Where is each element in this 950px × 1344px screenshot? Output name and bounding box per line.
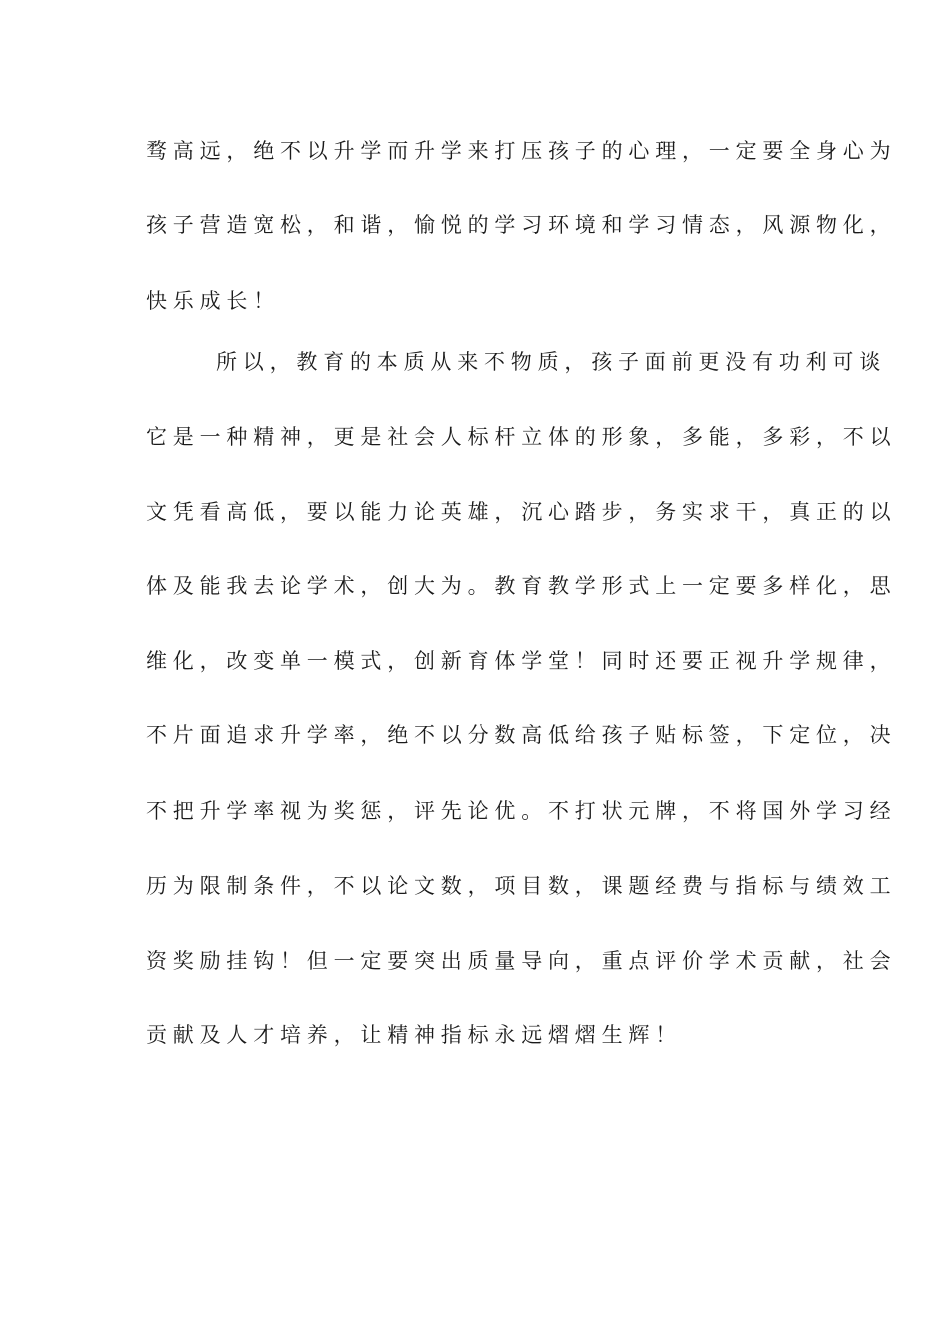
- text-line: 贡献及人才培养，让精神指标永远熠熠生辉！: [146, 1023, 682, 1047]
- text-line: 体及能我去论学术，创大为。教育教学形式上一定要多样化，思: [146, 574, 897, 598]
- text-line: 快乐成长！: [146, 289, 280, 313]
- text-line: 历为限制条件，不以论文数，项目数，课题经费与指标与绩效工: [146, 874, 897, 898]
- text-line: 孩子营造宽松，和谐，愉悦的学习环境和学习情态，风源物化，: [146, 213, 897, 237]
- text-line: 维化，改变单一模式，创新育体学堂！同时还要正视升学规律，: [146, 649, 897, 673]
- text-line: 文凭看高低，要以能力论英雄，沉心踏步，务实求干，真正的以: [146, 500, 897, 524]
- text-line: 骛高远，绝不以升学而升学来打压孩子的心理，一定要全身心为: [146, 139, 897, 163]
- paragraph-first-line: 所以，教育的本质从来不物质，孩子面前更没有功利可谈: [216, 350, 886, 374]
- text-line: 不片面追求升学率，绝不以分数高低给孩子贴标签，下定位，决: [146, 723, 897, 747]
- text-line: 它是一种精神，更是社会人标杆立体的形象，多能，多彩，不以: [146, 425, 897, 449]
- text-line: 不把升学率视为奖惩，评先论优。不打状元牌，不将国外学习经: [146, 799, 897, 823]
- text-line: 资奖励挂钩！但一定要突出质量导向，重点评价学术贡献，社会: [146, 949, 897, 973]
